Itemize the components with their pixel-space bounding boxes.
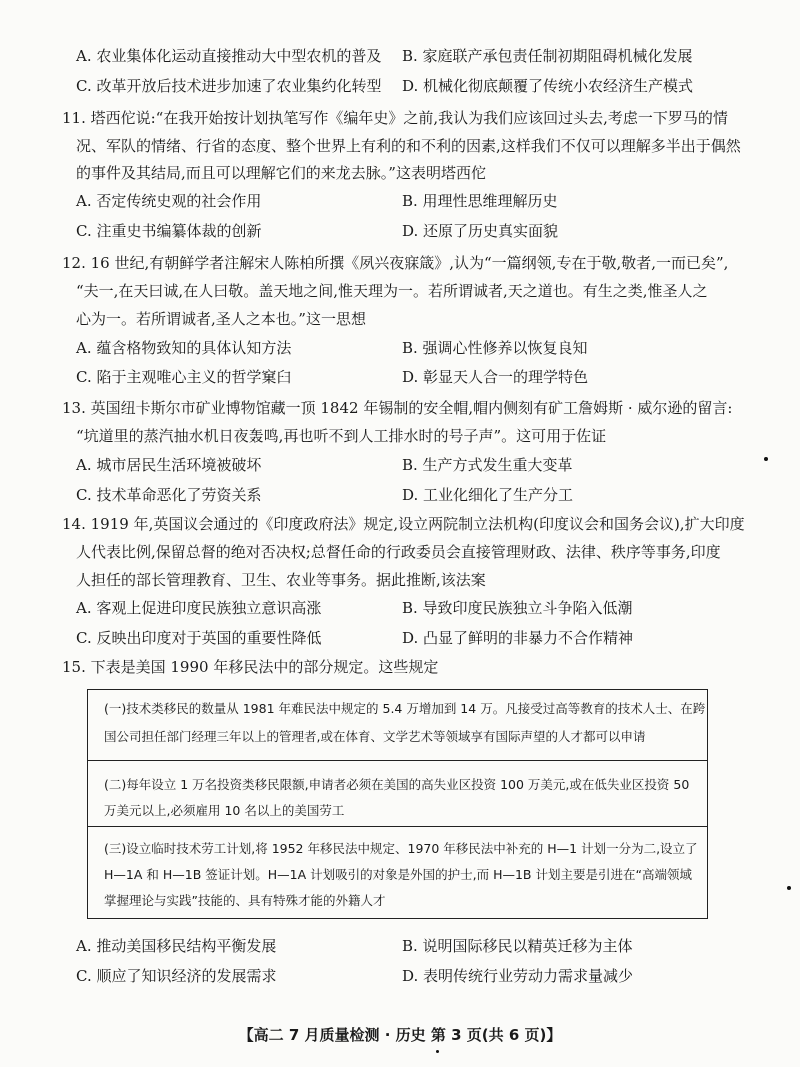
scan-speck <box>787 886 791 890</box>
q11-option-c[interactable]: C. 注重史书编纂体裁的创新 <box>76 222 262 240</box>
q13-option-a[interactable]: A. 城市居民生活环境被破坏 <box>76 456 262 474</box>
page-footer: 【高二 7 月质量检测 · 历史 第 3 页(共 6 页)】 <box>238 1026 562 1044</box>
q11-option-b[interactable]: B. 用理性思维理解历史 <box>402 192 558 210</box>
table-divider <box>88 760 707 761</box>
q12-option-c[interactable]: C. 陷于主观唯心主义的哲学窠臼 <box>76 368 292 386</box>
q10-option-d[interactable]: D. 机械化彻底颠覆了传统小农经济生产模式 <box>402 77 694 95</box>
q15-option-b[interactable]: B. 说明国际移民以精英迁移为主体 <box>402 937 633 955</box>
q14-option-b[interactable]: B. 导致印度民族独立斗争陷入低潮 <box>402 599 633 617</box>
q12-stem-line-1: 12. 16 世纪,有朝鲜学者注解宋人陈柏所撰《夙兴夜寐箴》,认为“一篇纲领,专在于敬,敬者,一而已矣”, <box>62 254 729 272</box>
q14-stem-line-3: 人担任的部长管理教育、卫生、农业等事务。据此推断,该法案 <box>76 571 486 589</box>
q12-option-a[interactable]: A. 蕴含格物致知的具体认知方法 <box>76 339 292 357</box>
q11-option-a[interactable]: A. 否定传统史观的社会作用 <box>76 192 262 210</box>
table-row-3-line-2: H—1A 和 H—1B 签证计划。H—1A 计划吸引的对象是外国的护士,而 H—1B 计划主要是引进在“高端领域 <box>104 867 692 882</box>
q13-option-c[interactable]: C. 技术革命恶化了劳资关系 <box>76 486 262 504</box>
table-row-1-line-2: 国公司担任部门经理三年以上的管理者,或在体育、文学艺术等领域享有国际声望的人才都可以申请 <box>104 729 646 744</box>
table-row-3-line-1: (三)设立临时技术劳工计划,将 1952 年移民法中规定、1970 年移民法中补充的 H—1 计划一分为二,设立了 <box>104 841 698 856</box>
q12-option-d[interactable]: D. 彰显天人合一的理学特色 <box>402 368 589 386</box>
q15-option-c[interactable]: C. 顺应了知识经济的发展需求 <box>76 967 277 985</box>
q10-option-c[interactable]: C. 改革开放后技术进步加速了农业集约化转型 <box>76 77 382 95</box>
table-row-1-line-1: (一)技术类移民的数量从 1981 年难民法中规定的 5.4 万增加到 14 万。凡接受过高等教育的技术人士、在跨 <box>104 701 706 716</box>
q11-option-d[interactable]: D. 还原了历史真实面貌 <box>402 222 559 240</box>
q12-stem-line-3: 心为一。若所谓诚者,圣人之本也。”这一思想 <box>76 310 366 328</box>
table-row-2-line-2: 万美元以上,必须雇用 10 名以上的美国劳工 <box>104 803 345 818</box>
q14-option-d[interactable]: D. 凸显了鲜明的非暴力不合作精神 <box>402 629 634 647</box>
q12-stem-line-2: “夫一,在天曰诚,在人曰敬。盖天地之间,惟天理为一。若所谓诚者,天之道也。有生之类,惟圣人之 <box>76 282 708 300</box>
q14-option-c[interactable]: C. 反映出印度对于英国的重要性降低 <box>76 629 322 647</box>
q12-option-b[interactable]: B. 强调心性修养以恢复良知 <box>402 339 588 357</box>
q11-stem-line-2: 况、军队的情绪、行省的态度、整个世界上有利的和不利的因素,这样我们不仅可以理解多半出于偶然 <box>76 137 741 155</box>
q13-stem-line-2: “坑道里的蒸汽抽水机日夜轰鸣,再也听不到人工排水时的号子声”。这可用于佐证 <box>76 427 607 445</box>
q13-option-d[interactable]: D. 工业化细化了生产分工 <box>402 486 574 504</box>
immigration-law-table <box>87 689 708 919</box>
q15-stem: 15. 下表是美国 1990 年移民法中的部分规定。这些规定 <box>62 658 439 676</box>
q11-stem-line-1: 11. 塔西佗说:“在我开始按计划执笔写作《编年史》之前,我认为我们应该回过头去,考虑一下罗马的情 <box>62 109 728 127</box>
q11-stem-line-3: 的事件及其结局,而且可以理解它们的来龙去脉。”这表明塔西佗 <box>76 164 486 182</box>
table-row-2-line-1: (二)每年设立 1 万名投资类移民限额,申请者必须在美国的高失业区投资 100 万美元,或在低失业区投资 50 <box>104 777 690 792</box>
q10-option-b[interactable]: B. 家庭联产承包责任制初期阻碍机械化发展 <box>402 47 693 65</box>
q13-option-b[interactable]: B. 生产方式发生重大变革 <box>402 456 573 474</box>
q15-option-a[interactable]: A. 推动美国移民结构平衡发展 <box>76 937 277 955</box>
q14-option-a[interactable]: A. 客观上促进印度民族独立意识高涨 <box>76 599 322 617</box>
q14-stem-line-1: 14. 1919 年,英国议会通过的《印度政府法》规定,设立两院制立法机构(印度议会和国务会议),扩大印度 <box>62 515 745 533</box>
q10-option-a[interactable]: A. 农业集体化运动直接推动大中型农机的普及 <box>76 47 382 65</box>
table-row-1 <box>88 690 707 762</box>
scan-speck <box>764 457 768 461</box>
table-divider <box>88 826 707 827</box>
scan-speck <box>436 1050 439 1053</box>
table-row-3-line-3: 掌握理论与实践”技能的、具有特殊才能的外籍人才 <box>104 893 386 908</box>
q14-stem-line-2: 人代表比例,保留总督的绝对否决权;总督任命的行政委员会直接管理财政、法律、秩序等事务,印度 <box>76 543 721 561</box>
table-row-2 <box>88 762 707 828</box>
q15-option-d[interactable]: D. 表明传统行业劳动力需求量减少 <box>402 967 634 985</box>
q13-stem-line-1: 13. 英国纽卡斯尔市矿业博物馆藏一顶 1842 年锡制的安全帽,帽内侧刻有矿工詹姆斯 · 威尔逊的留言: <box>62 399 733 417</box>
table-row-3 <box>88 828 707 918</box>
